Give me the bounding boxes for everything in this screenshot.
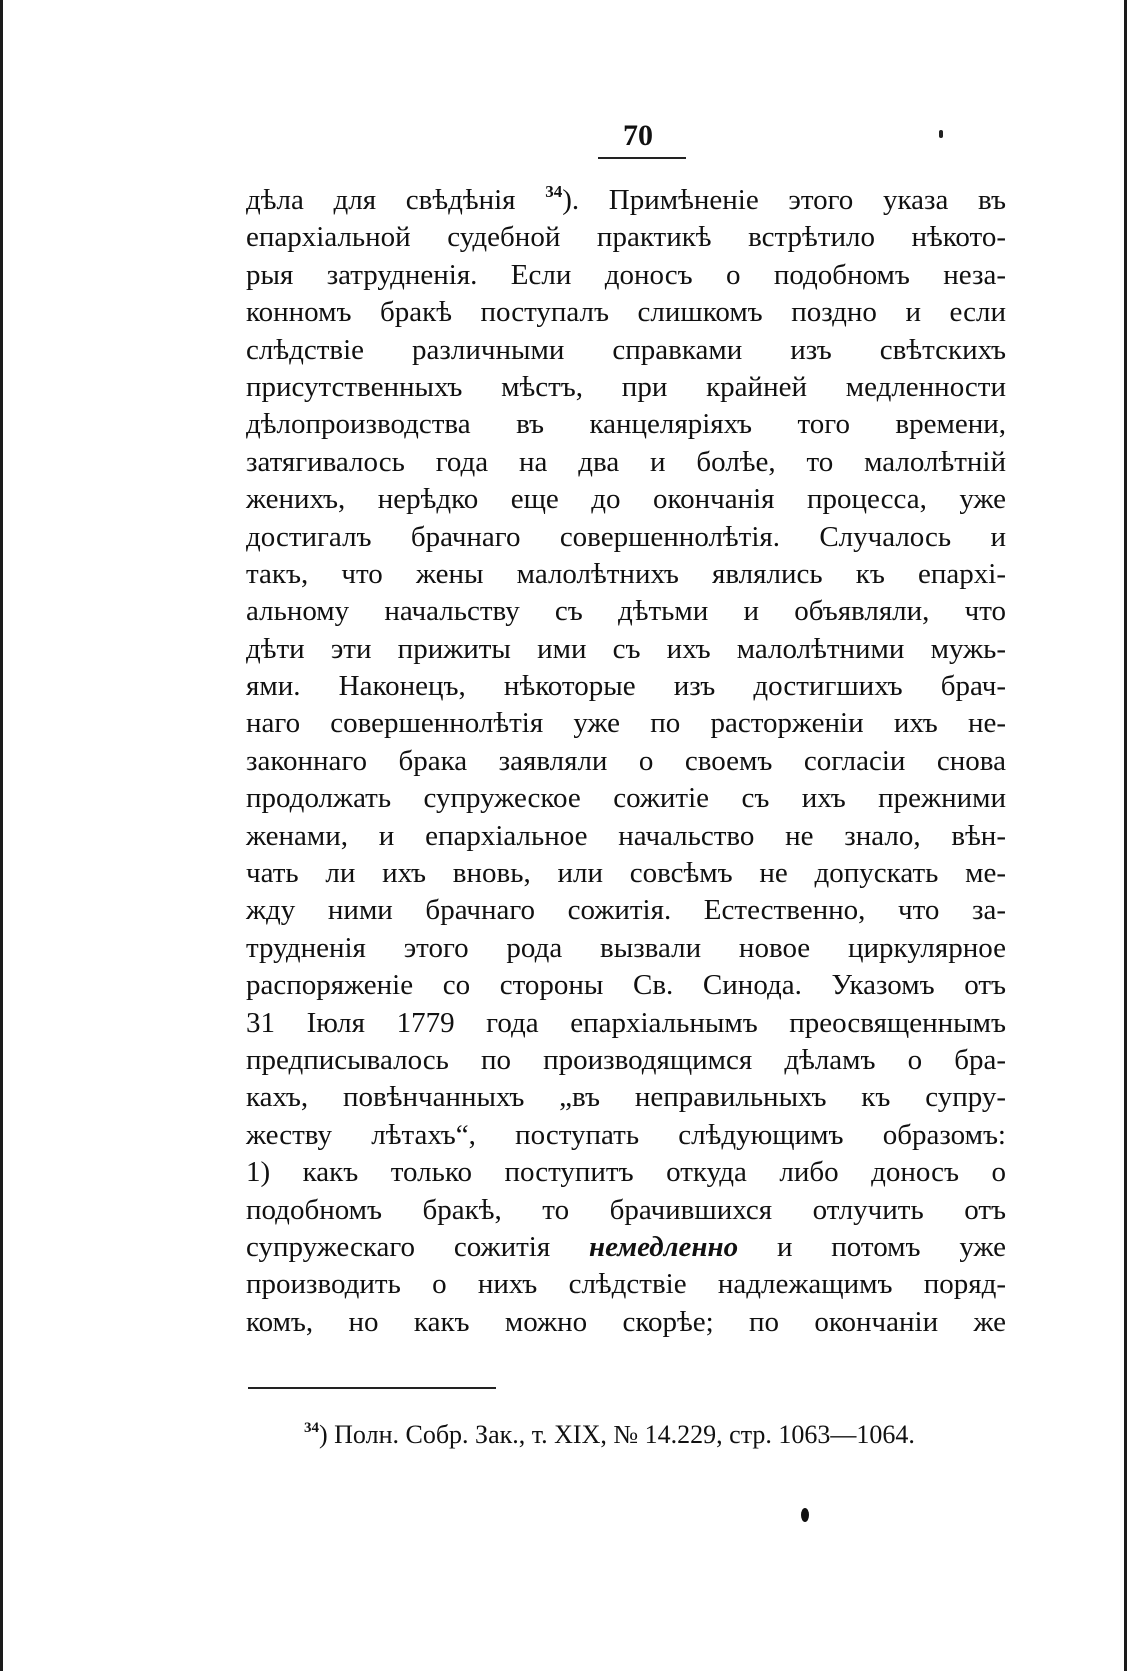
footnote-reference: 34 [545, 182, 563, 201]
text-line: рыя затрудненія. Если доносъ о подобномъ неза- [246, 258, 1006, 291]
text-line: женихъ, нерѣдко еще до окончанія процесса, уже [246, 483, 1006, 516]
text-line: 31 Іюля 1779 года епархіальнымъ преосвященнымъ [246, 1006, 1006, 1039]
text-line: ями. Наконецъ, нѣкоторые изъ достигшихъ брач- [246, 670, 1006, 703]
text-line: достигалъ брачнаго совершеннолѣтія. Случалось и [246, 520, 1006, 553]
footnote [304, 1418, 1004, 1452]
text-line: трудненія этого рода вызвали новое циркулярное [246, 931, 1006, 964]
text-line: подобномъ бракѣ, то брачившихся отлучить отъ [246, 1193, 1006, 1226]
text-line: распоряженіе со стороны Св. Синода. Указомъ отъ [246, 969, 1006, 1002]
text-line: жду ними брачнаго сожитія. Естественно, что за- [246, 894, 1006, 927]
text-line: дѣти эти прижиты ими съ ихъ малолѣтними мужь- [246, 632, 1006, 665]
text-line: законнаго брака заявляли о своемъ согласіи снова [246, 744, 1006, 777]
text-line: дѣла для свѣдѣнія $^{34}$). Примѣненіе этого указа въ [246, 182, 1006, 216]
text-line: комъ, но какъ можно скорѣе; по окончаніи же [246, 1305, 1006, 1338]
text-line: альному начальству съ дѣтьми и объявляли, что [246, 595, 1006, 628]
text-line: епархіальной судебной практикѣ встрѣтило нѣкото- [246, 221, 1006, 254]
text-line: затягивалось года на два и болѣе, то малолѣтній [246, 445, 1006, 478]
left-page-edge [0, 0, 3, 1671]
text-line: конномъ бракѣ поступалъ слишкомъ поздно и если [246, 296, 1006, 329]
page-number-rule [598, 157, 686, 159]
right-page-edge [1124, 0, 1127, 1671]
text-line: присутственныхъ мѣстъ, при крайней медленности [246, 370, 1006, 403]
footnote-text: ) Полн. Собр. Зак., т. XIX, № 14.229, стр. 1063—1064. [319, 1420, 915, 1449]
ink-dot [801, 1508, 809, 1522]
text-line: слѣдствіе различными справками изъ свѣтскихъ [246, 333, 1006, 366]
footnote-rule [248, 1387, 496, 1389]
emphasized-word: немедленно [589, 1230, 739, 1263]
text-line: предписывалось по производящимся дѣламъ о бра- [246, 1043, 1006, 1076]
body-text [246, 182, 1006, 1341]
text-line: жеству лѣтахъ“, поступать слѣдующимъ образомъ: [246, 1118, 1006, 1151]
text-line: женами, и епархіальное начальство не знало, вѣн- [246, 819, 1006, 852]
footnote-marker: 34 [304, 1420, 319, 1436]
text-line: чать ли ихъ вновь, или совсѣмъ не допускать ме- [246, 857, 1006, 890]
text-line: наго совершеннолѣтія уже по расторженіи ихъ не- [246, 707, 1006, 740]
text-line: производить о нихъ слѣдствіе надлежащимъ поряд- [246, 1268, 1006, 1301]
text-line: 1) какъ только поступитъ откуда либо доносъ о [246, 1156, 1006, 1189]
page-number: 70 [623, 119, 653, 152]
ink-speck [939, 130, 943, 138]
text-line: такъ, что жены малолѣтнихъ являлись къ епархі- [246, 557, 1006, 590]
text-line: продолжать супружеское сожитіе съ ихъ прежними [246, 782, 1006, 815]
text-line: кахъ, повѣнчанныхъ „въ неправильныхъ къ супру- [246, 1081, 1006, 1114]
text-line: дѣлопроизводства въ канцеляріяхъ того времени, [246, 408, 1006, 441]
text-line: супружескаго сожитія немедленно и потомъ уже [246, 1230, 1006, 1263]
